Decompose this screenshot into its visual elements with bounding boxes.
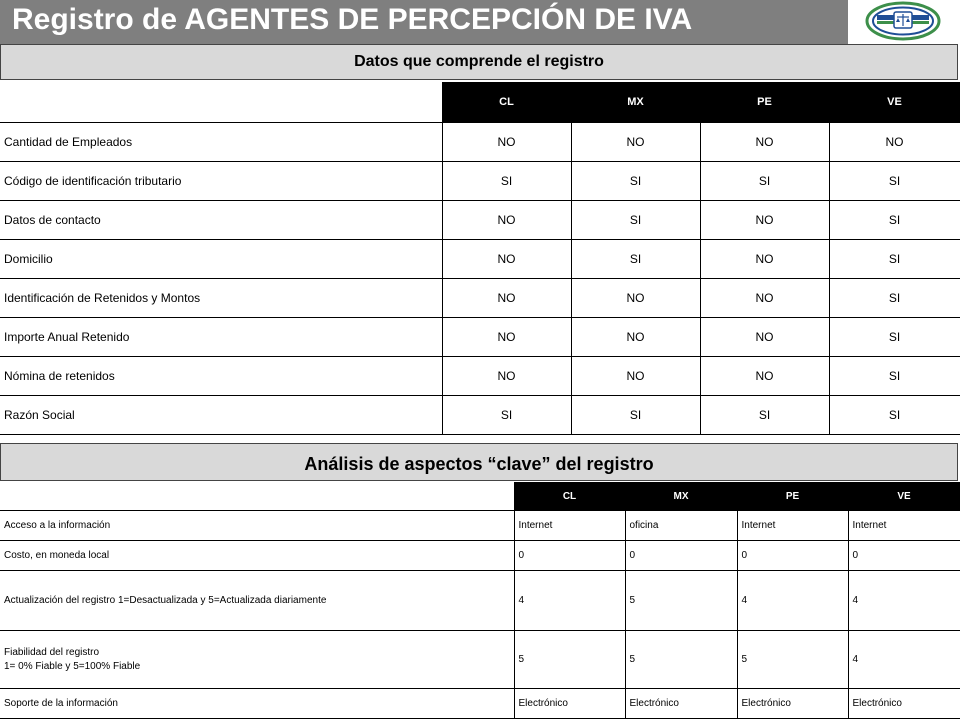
col-header-cl: CL (514, 482, 625, 511)
cell-value: SI (829, 318, 960, 357)
cell-value: NO (700, 240, 829, 279)
col-header-mx: MX (625, 482, 737, 511)
datos-table-header-row (0, 82, 960, 123)
section-header-analisis: Análisis de aspectos “clave” del registro (0, 443, 958, 481)
row-label: Acceso a la información (0, 511, 514, 541)
cell-value: 4 (848, 571, 960, 631)
col-header-cl: CL (442, 82, 571, 123)
cell-value: 0 (848, 541, 960, 571)
cell-value: Electrónico (737, 689, 848, 719)
logo (848, 0, 960, 44)
cell-value: NO (571, 123, 700, 162)
row-label: Identificación de Retenidos y Montos (0, 279, 442, 318)
cell-value: 5 (625, 631, 737, 689)
row-label: Código de identificación tributario (0, 162, 442, 201)
cell-value: 5 (737, 631, 848, 689)
cell-value: SI (829, 240, 960, 279)
cell-value: Electrónico (514, 689, 625, 719)
cell-value: SI (700, 162, 829, 201)
table-row (0, 541, 960, 571)
cell-value: NO (700, 318, 829, 357)
cell-value: 0 (737, 541, 848, 571)
cell-value: Electrónico (625, 689, 737, 719)
cell-value: SI (829, 396, 960, 435)
cell-value: 5 (514, 631, 625, 689)
cell-value: NO (442, 357, 571, 396)
table-row (0, 357, 960, 396)
cell-value: SI (571, 240, 700, 279)
col-header-pe: PE (737, 482, 848, 511)
table-row (0, 571, 960, 631)
seal-logo-icon (848, 0, 960, 44)
cell-value: NO (442, 318, 571, 357)
row-label (0, 631, 514, 689)
row-label: Nómina de retenidos (0, 357, 442, 396)
cell-value: Internet (514, 511, 625, 541)
cell-value: NO (442, 201, 571, 240)
table-row (0, 240, 960, 279)
cell-value: SI (829, 162, 960, 201)
cell-value: SI (571, 162, 700, 201)
cell-value: NO (700, 201, 829, 240)
analisis-table-header-row (0, 482, 960, 511)
col-header-pe: PE (700, 82, 829, 123)
cell-value: SI (442, 396, 571, 435)
datos-table (0, 82, 960, 435)
cell-value: SI (829, 279, 960, 318)
cell-value: SI (829, 201, 960, 240)
datos-header-blank (0, 82, 442, 123)
col-header-mx: MX (571, 82, 700, 123)
row-label: Cantidad de Empleados (0, 123, 442, 162)
cell-value: 4 (514, 571, 625, 631)
row-label: Costo, en moneda local (0, 541, 514, 571)
cell-value: NO (442, 123, 571, 162)
row-label: Razón Social (0, 396, 442, 435)
cell-value: 4 (737, 571, 848, 631)
cell-value: NO (571, 357, 700, 396)
cell-value: NO (700, 279, 829, 318)
cell-value: oficina (625, 511, 737, 541)
cell-value: 5 (625, 571, 737, 631)
cell-value: 0 (514, 541, 625, 571)
cell-value: NO (700, 123, 829, 162)
table-row (0, 631, 960, 689)
cell-value: Internet (737, 511, 848, 541)
analisis-table (0, 482, 960, 719)
cell-value: SI (571, 396, 700, 435)
section-header-datos: Datos que comprende el registro (0, 44, 958, 80)
row-label: Importe Anual Retenido (0, 318, 442, 357)
table-row (0, 279, 960, 318)
cell-value: NO (700, 357, 829, 396)
table-row (0, 511, 960, 541)
cell-value: Electrónico (848, 689, 960, 719)
cell-value: SI (442, 162, 571, 201)
cell-value: NO (442, 279, 571, 318)
table-row (0, 396, 960, 435)
cell-value: 0 (625, 541, 737, 571)
cell-value: Internet (848, 511, 960, 541)
cell-value: NO (829, 123, 960, 162)
title-bar (0, 0, 848, 44)
row-label-line2: 1= 0% Fiable y 5=100% Fiable (4, 660, 141, 672)
page-title: Registro de AGENTES DE PERCEPCIÓN DE IVA (12, 3, 693, 36)
cell-value: SI (829, 357, 960, 396)
row-label: Domicilio (0, 240, 442, 279)
row-label-line1: Fiabilidad del registro (4, 646, 100, 658)
table-row (0, 689, 960, 719)
row-label: Datos de contacto (0, 201, 442, 240)
cell-value: NO (571, 279, 700, 318)
col-header-ve: VE (829, 82, 960, 123)
cell-value: SI (571, 201, 700, 240)
table-row (0, 162, 960, 201)
cell-value: NO (442, 240, 571, 279)
col-header-ve: VE (848, 482, 960, 511)
cell-value: NO (571, 318, 700, 357)
row-label: Soporte de la información (0, 689, 514, 719)
table-row (0, 318, 960, 357)
table-row (0, 123, 960, 162)
table-row (0, 201, 960, 240)
analisis-header-blank (0, 482, 514, 511)
cell-value: SI (700, 396, 829, 435)
row-label: Actualización del registro 1=Desactualizada y 5=Actualizada diariamente (0, 571, 514, 631)
cell-value: 4 (848, 631, 960, 689)
